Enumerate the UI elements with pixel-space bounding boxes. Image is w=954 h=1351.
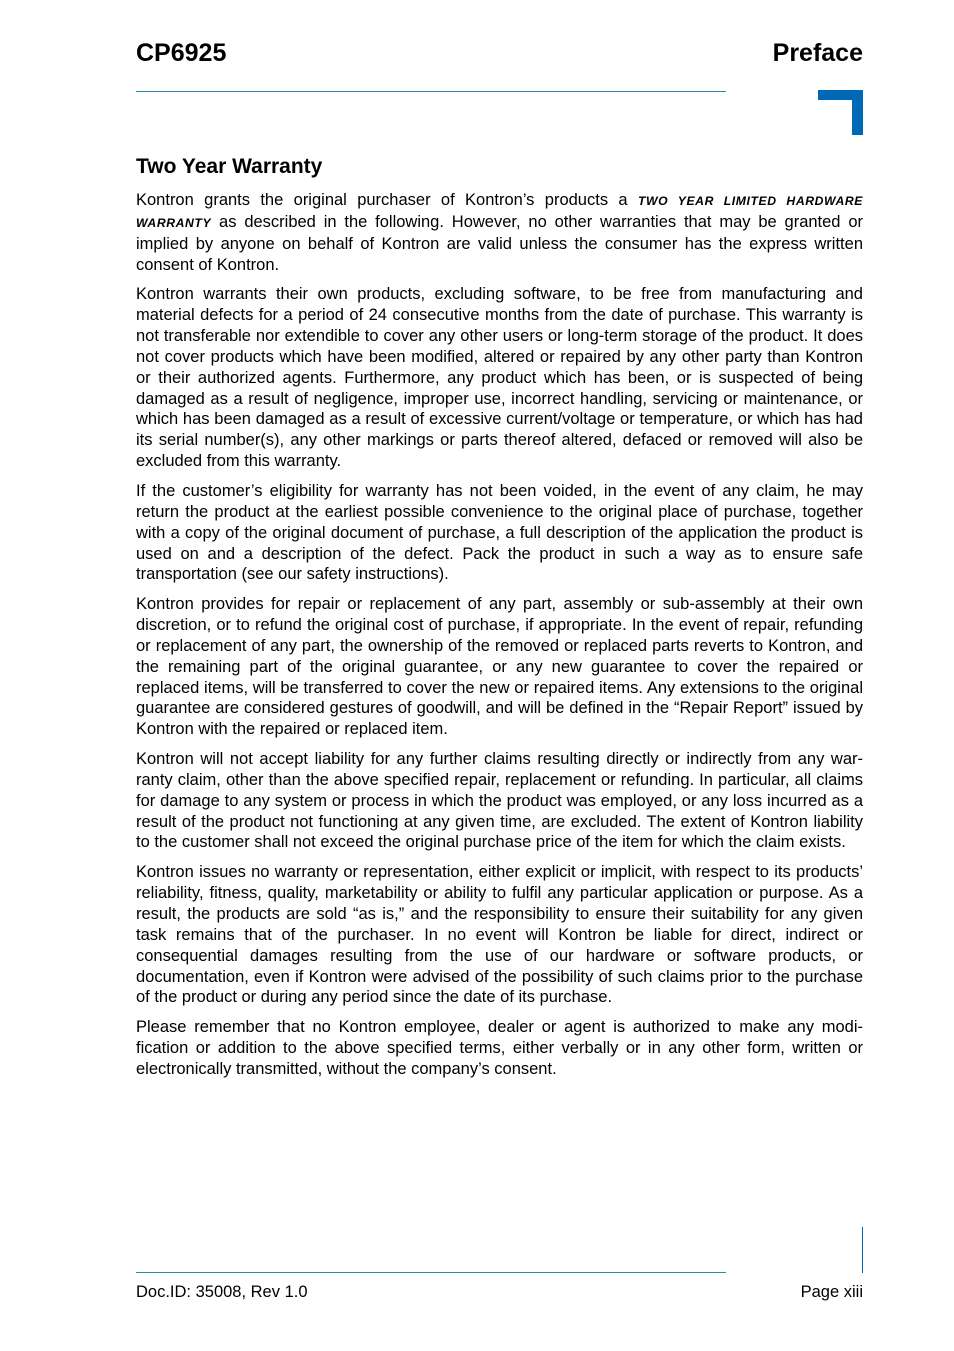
paragraph-3: If the customer’s eligibility for warranty has not been voided, in the event of any claim, he may return the product at the earliest possible convenience to the original place of purchase, together with a copy of the original document of purchase, a full description of the application the product is used on and a description of the defect. Pack the product in such a way as to ensure safe transportation (see our safety instructions).: [136, 481, 863, 584]
header-chapter-title: Preface: [772, 39, 863, 67]
paragraph-4: Kontron provides for repair or replacement of any part, assembly or sub-assembly at their own discretion, or to refund the original cost of purchase, if appropriate. In the event of repair, refunding or replacement of any part, the ownership of the removed or replaced parts reverts to Kontron, and the remaining part of the original guarantee, or any new guarantee to cover the repaired or replaced items, will be transferred to cover the new or repaired items. Any extensions to the original guarantee are considered gestures of goodwill, and will be defined in the “Repair Report” issued by Kontron with the repaired or replaced item.: [136, 595, 863, 739]
paragraph-7: Please remember that no Kontron employee, dealer or agent is authorized to make any modification or addition to the above specified terms, either verbally or in any other form, written or electronically transmitted, without the company’s consent.: [136, 1018, 863, 1078]
section-title: Two Year Warranty: [136, 155, 323, 178]
header-rule: [136, 91, 726, 92]
footer-page-number: Page xiii: [800, 1283, 863, 1301]
paragraph-6: Kontron issues no warranty or representation, either explicit or implicit, with respect to its products’ reliability, fitness, quality, marketability or ability to fulfil any particular application or purpose. As a result, the products are sold “as is,” and the responsibility to ensure their suitability for any given task remains that of the purchaser. In no event will Kontron be liable for direct, indirect or consequential damages resulting from the use of our hardware or software products, or documentation, even if Kontron were advised of the possibility of such claims prior to the purchase of the product or during any period since the date of its purchase.: [136, 863, 863, 1007]
paragraph-1-pre: Kontron grants the original purchaser of Kontron’s products a: [136, 191, 638, 209]
body-text: [136, 190, 863, 1089]
corner-bracket-top-vertical: [852, 90, 863, 135]
paragraph-1: [136, 190, 863, 275]
footer-rule: [136, 1272, 726, 1273]
corner-bracket-bottom: [862, 1227, 863, 1273]
paragraph-1-post: as described in the following. However, no other warranties that may be granted or implied by anyone on behalf of Kontron are valid unless the consumer has the express written consent of Kontron.: [136, 212, 863, 274]
header-product-name: CP6925: [136, 39, 227, 67]
paragraph-2: Kontron warrants their own products, excluding software, to be free from manufacturing and material defects for a period of 24 consecutive months from the date of purchase. This warranty is not transferable nor extendible to cover any other users or long-term storage of the product. It does not cover products which have been modified, altered or repaired by any other party than Kontron or their authorized agents. Furthermore, any product which has been, or is suspected of being damaged as a result of negligence, improper use, incorrect handling, servicing or maintenance, or which has been damaged as a result of excessive current/voltage or temperature, or which has had its serial number(s), any other markings or parts thereof altered, defaced or removed will also be excluded from this warranty.: [136, 285, 863, 471]
paragraph-5: Kontron will not accept liability for any further claims resulting directly or indirectly from any warranty claim, other than the above specified repair, replacement or refunding. In particular, all claims for damage to any system or process in which the product was employed, or any loss incurred as a result of the product not functioning at any given time, are excluded. The extent of Kontron liability to the customer shall not exceed the original purchase price of the item for which the claim exists.: [136, 750, 863, 852]
warranty-emphasis: TWO YEAR LIMITED HARDWARE WARRANTY: [136, 194, 863, 230]
footer-doc-id: Doc.ID: 35008, Rev 1.0: [136, 1283, 308, 1301]
corner-bracket-top: [818, 90, 863, 135]
